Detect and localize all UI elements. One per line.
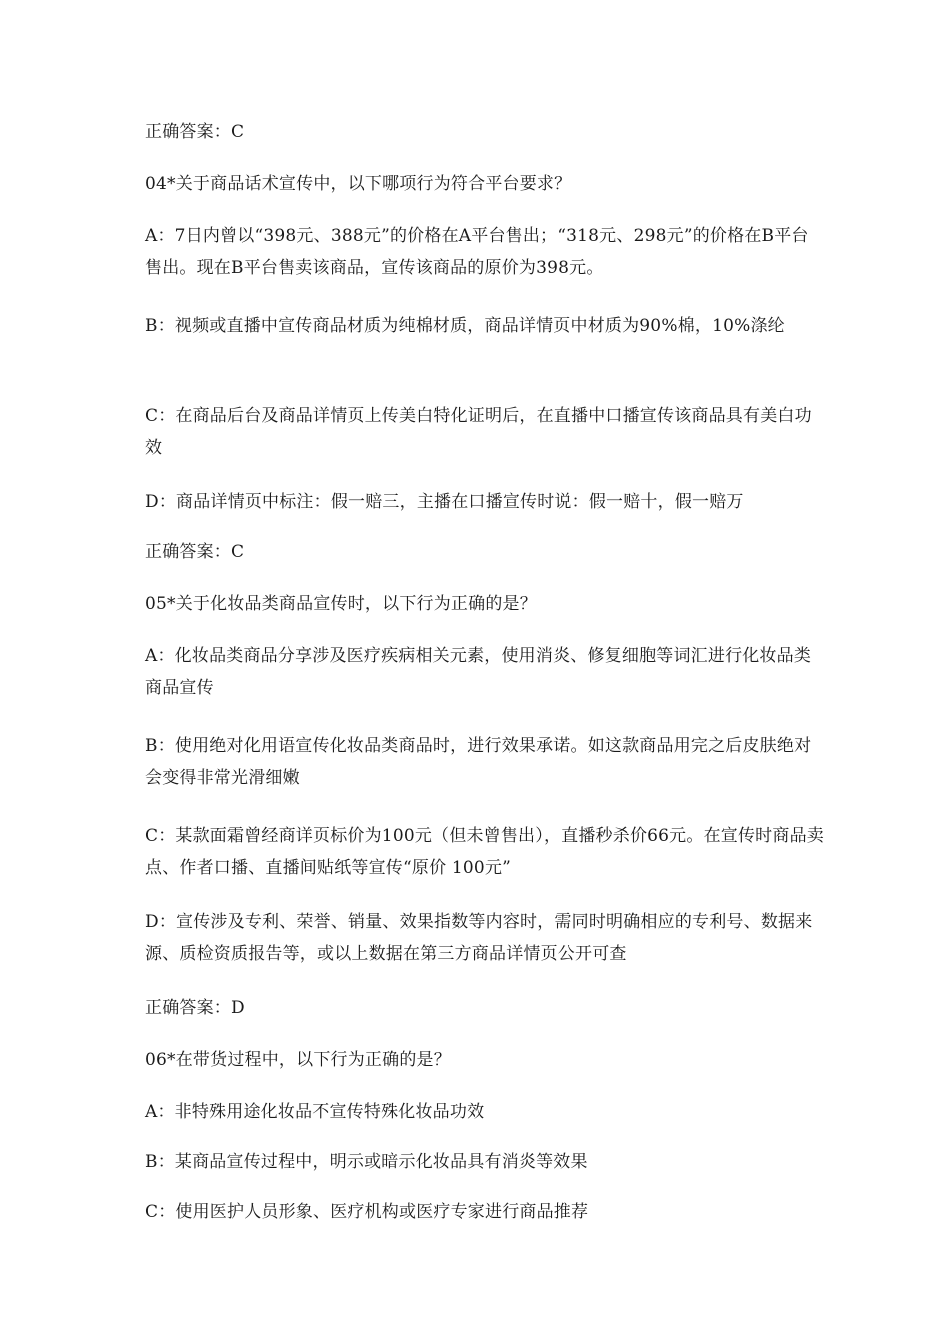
option-b: B：视频或直播中宣传商品材质为纯棉材质，商品详情页中材质为90%棉，10%涤纶	[145, 316, 785, 336]
answer-line: 正确答案：C	[145, 542, 245, 562]
answer-line: 正确答案：C	[145, 122, 245, 142]
option-c: C：某款面霜曾经商详页标价为100元（但未曾售出），直播秒杀价66元。在宣传时商品卖点、作者口播、直播间贴纸等宣传“原价 100元”	[145, 826, 824, 878]
option-b: B：使用绝对化用语宣传化妆品类商品时，进行效果承诺。如这款商品用完之后皮肤绝对会变得非常光滑细嫩	[145, 736, 812, 788]
option-c: C：在商品后台及商品详情页上传美白特化证明后，在直播中口播宣传该商品具有美白功效	[145, 406, 812, 458]
option-b: B：某商品宣传过程中，明示或暗示化妆品具有消炎等效果	[145, 1152, 588, 1172]
option-d: D：宣传涉及专利、荣誉、销量、效果指数等内容时，需同时明确相应的专利号、数据来源、质检资质报告等，或以上数据在第三方商品详情页公开可查	[145, 912, 813, 964]
question-title: 04*关于商品话术宣传中，以下哪项行为符合平台要求？	[145, 174, 572, 194]
option-d: D：商品详情页中标注：假一赔三，主播在口播宣传时说：假一赔十，假一赔万	[145, 492, 744, 512]
option-a: A：7日内曾以“398元、388元”的价格在A平台售出；“318元、298元”的价格在B平台售出。现在B平台售卖该商品，宣传该商品的原价为398元。	[145, 226, 809, 278]
answer-line: 正确答案：D	[145, 998, 245, 1018]
option-a: A：非特殊用途化妆品不宣传特殊化妆品功效	[145, 1102, 485, 1122]
option-c: C：使用医护人员形象、医疗机构或医疗专家进行商品推荐	[145, 1202, 589, 1222]
question-title: 05*关于化妆品类商品宣传时，以下行为正确的是？	[145, 594, 537, 614]
option-a: A：化妆品类商品分享涉及医疗疾病相关元素，使用消炎、修复细胞等词汇进行化妆品类商品宣传	[145, 646, 812, 698]
question-title: 06*在带货过程中，以下行为正确的是？	[145, 1050, 451, 1070]
